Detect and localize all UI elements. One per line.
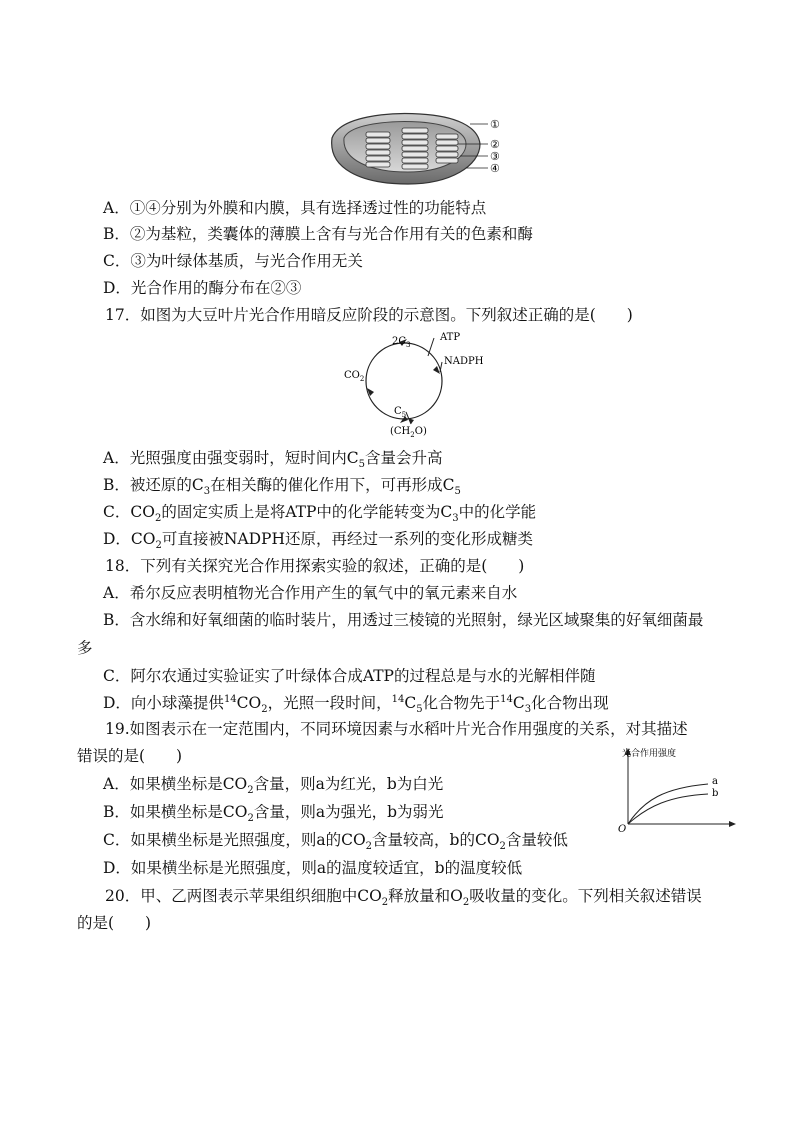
q19-option-b: B．如果横坐标是$CO_2$含量，则a为强光，b为弱光	[103, 803, 444, 825]
chloroplast-diagram	[320, 108, 520, 188]
curve-a	[628, 784, 708, 824]
photosynthesis-graph-svg	[614, 742, 738, 834]
svg-text:CO2: $CO_2$	[344, 370, 365, 383]
graph-ylabel: 光合作用强度	[622, 749, 677, 759]
diagram-c5: C	[394, 406, 402, 417]
diagram-nadph: NADPH	[444, 356, 484, 367]
q19-stem-line1: 19.如图表示在一定范围内，不同环境因素与水稻叶片光合作用强度的关系，对其描述	[105, 720, 688, 738]
curve-b-label: b	[712, 788, 719, 799]
q19-option-a: A．如果横坐标是$CO_2$含量，则a为红光，b为白光	[103, 775, 444, 797]
q19-stem-line2: 错误的是( )	[77, 747, 183, 765]
label-1: ①	[490, 118, 500, 131]
q17-option-c: C．$CO_2$的固定实质上是将ATP中的化学能转变为$C_3$中的化学能	[103, 503, 537, 525]
chloroplast-figure	[320, 108, 520, 188]
q19-option-d: D．如果横坐标是光照强度，则a的温度较适宜，b的温度较低	[103, 859, 523, 877]
q16-option-c: C．③为叶绿体基质，与光合作用无关	[103, 252, 363, 270]
diagram-atp: ATP	[440, 332, 461, 343]
q18-option-b: B．含水绵和好氧细菌的临时装片，用透过三棱镜的光照射，绿光区域聚集的好氧细菌最	[103, 611, 704, 629]
q17-stem: 17．如图为大豆叶片光合作用暗反应阶段的示意图。下列叙述正确的是( )	[105, 306, 633, 324]
q16-option-d: D．光合作用的酶分布在②③	[103, 279, 302, 297]
graph-origin: O	[618, 824, 627, 834]
diagram-ch2o: (CH	[390, 426, 411, 437]
q18-stem: 18．下列有关探究光合作用探索实验的叙述，正确的是( )	[105, 557, 525, 575]
q16-option-a: A．①④分别为外膜和内膜，具有选择透过性的功能特点	[103, 199, 487, 217]
q17-option-a: A．光照强度由强变弱时，短时间内$C_5$含量会升高	[103, 449, 443, 471]
grana-stack-right	[436, 134, 458, 163]
calvin-cycle-figure	[336, 328, 496, 440]
photosynthesis-graph	[614, 742, 738, 834]
label-3: ③	[490, 150, 500, 163]
q16-option-b: B．②为基粒，类囊体的薄膜上含有与光合作用有关的色素和酶	[103, 225, 533, 243]
svg-text:(CH2O): $(CH_2O)$	[390, 426, 427, 439]
diagram-c3: 2C	[392, 336, 407, 347]
q20-stem-line2: 的是( )	[77, 914, 152, 932]
q17-option-b: B．被还原的$C_3$在相关酶的催化作用下，可再形成$C_5$	[103, 476, 461, 498]
label-2: ②	[490, 138, 500, 151]
q20-stem-line1: 20．甲、乙两图表示苹果组织细胞中$CO_2$释放量和$O_2$吸收量的变化。下列相关叙述错误	[105, 887, 702, 909]
q18-option-a: A．希尔反应表明植物光合作用产生的氧气中的氧元素来自水	[103, 584, 518, 602]
diagram-co2: CO	[344, 370, 360, 381]
curve-a-label: a	[712, 776, 718, 787]
calvin-cycle-diagram	[336, 328, 496, 440]
q19-option-c: C．如果横坐标是光照强度，则a的$CO_2$含量较高，b的$CO_2$含量较低	[103, 831, 568, 853]
label-4: ④	[490, 162, 500, 175]
q18-option-c: C．阿尔农通过实验证实了叶绿体合成ATP的过程总是与水的光解相伴随	[103, 667, 596, 685]
svg-text:2C3: $2C_3$	[392, 336, 411, 349]
q17-option-d: D．$CO_2$可直接被NADPH还原，再经过一系列的变化形成糖类	[103, 530, 534, 552]
svg-text:C5: $C_5$	[394, 406, 407, 419]
q18-option-d: D．向小球藻提供$^{14}CO_2$，光照一段时间，$^{14}C_5$化合物先于$^{14}C_3$化合物出现	[103, 693, 609, 716]
grana-stack-middle	[402, 128, 428, 169]
q18-option-b-cont: 多	[77, 639, 93, 657]
